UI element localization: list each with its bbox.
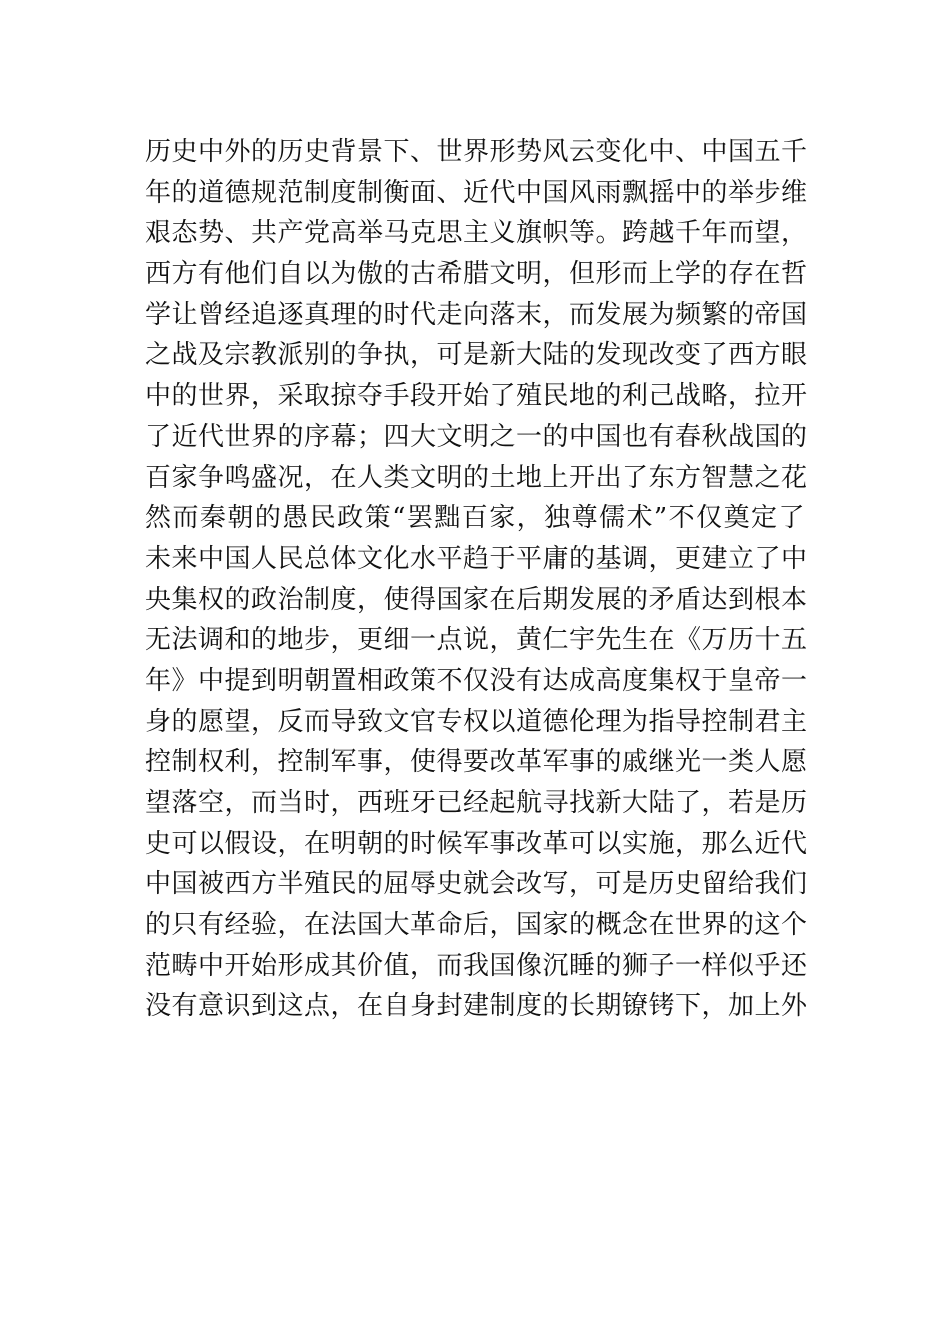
text-line-14: 年》中提到明朝置相政策不仅没有达成高度集权于皇帝一 — [145, 665, 808, 696]
text-line-12: 央集权的政治制度，使得国家在后期发展的矛盾达到根本 — [145, 584, 808, 615]
text-line-7: 中的世界，采取掠夺手段开始了殖民地的利己战略，拉开 — [145, 381, 808, 412]
text-line-13: 无法调和的地步，更细一点说，黄仁宇先生在《万历十五 — [145, 625, 808, 656]
text-line-3: 艰态势、共产党高举马克思主义旗帜等。跨越千年而望， — [145, 218, 808, 249]
text-line-21: 范畴中开始形成其价值，而我国像沉睡的狮子一样似乎还 — [145, 950, 808, 981]
text-line-15: 身的愿望，反而导致文官专权以道德伦理为指导控制君主 — [145, 706, 808, 737]
text-line-1: 历史中外的历史背景下、世界形势风云变化中、中国五千 — [145, 137, 808, 167]
text-line-5: 学让曾经追逐真理的时代走向落末，而发展为频繁的帝国 — [145, 299, 808, 330]
text-line-4: 西方有他们自以为傲的古希腊文明，但形而上学的存在哲 — [145, 259, 808, 290]
text-line-8: 了近代世界的序幕；四大文明之一的中国也有春秋战国的 — [145, 421, 808, 452]
text-line-2: 年的道德规范制度制衡面、近代中国风雨飘摇中的举步维 — [145, 177, 808, 208]
text-line-19: 中国被西方半殖民的屈辱史就会改写，可是历史留给我们 — [145, 869, 808, 900]
text-line-9: 百家争鸣盛况，在人类文明的土地上开出了东方智慧之花 — [145, 462, 808, 493]
text-line-16: 控制权利，控制军事，使得要改革军事的戚继光一类人愿 — [145, 747, 808, 778]
text-line-6: 之战及宗教派别的争执，可是新大陆的发现改变了西方眼 — [145, 340, 808, 371]
text-line-18: 史可以假设，在明朝的时候军事改革可以实施，那么近代 — [145, 828, 808, 859]
text-line-11: 未来中国人民总体文化水平趋于平庸的基调，更建立了中 — [145, 543, 808, 574]
body-text — [145, 132, 808, 1027]
text-line-22: 没有意识到这点，在自身封建制度的长期镣铐下，加上外 — [145, 991, 808, 1022]
text-line-20: 的只有经验，在法国大革命后，国家的概念在世界的这个 — [145, 910, 808, 941]
text-line-17: 望落空，而当时，西班牙已经起航寻找新大陆了，若是历 — [145, 788, 808, 818]
text-line-10: 然而秦朝的愚民政策“罢黜百家，独尊儒术”不仅奠定了 — [145, 503, 805, 534]
